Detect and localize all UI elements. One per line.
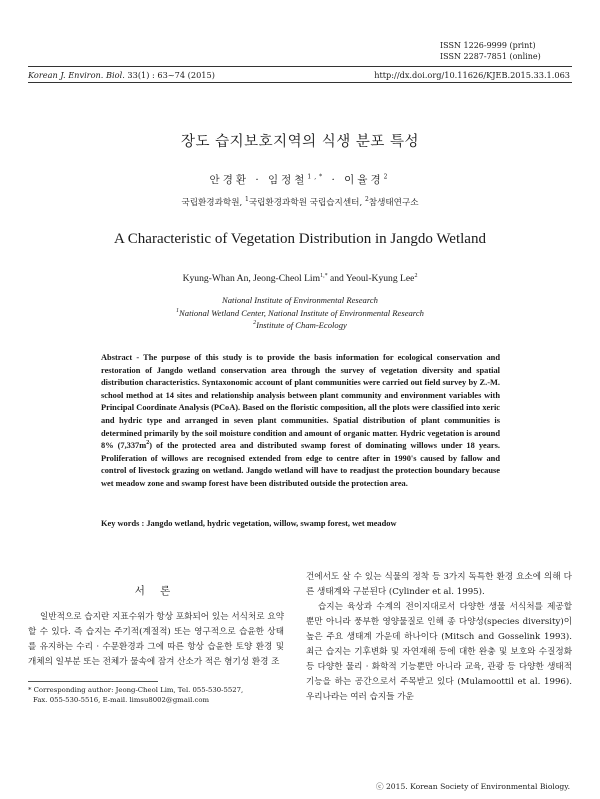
korean-affil-2: 국립환경과학원 국립습지센터, — [248, 198, 365, 208]
copyright: ⓒ 2015. Korean Society of Environmental Biology. — [375, 782, 570, 791]
english-affil-3: Institute of Cham-Ecology — [256, 320, 347, 330]
english-affil-2-line — [0, 307, 600, 320]
english-affiliations — [0, 294, 600, 332]
journal-name: Korean J. Environ. Biol. — [28, 70, 125, 80]
footnote-line-2: Fax. 055-530-5516, E-mail. limsu8002@gmail.com — [33, 695, 210, 704]
header-top-rule — [28, 66, 572, 67]
english-affil-3-sup: 2 — [253, 320, 257, 327]
abstract — [101, 352, 500, 491]
english-affil-2: National Wetland Center, National Institute of Environmental Research — [179, 307, 424, 318]
korean-affil-3: 참생태연구소 — [368, 198, 419, 208]
issn-print: ISSN 1226-9999 (print) — [440, 41, 536, 50]
footnote-line-1: * Corresponding author: Jeong-Cheol Lim, Tel. 055-530-5527, — [28, 686, 244, 694]
korean-affil-1: 국립환경과학원, — [181, 198, 245, 208]
korean-author-sup2: 2 — [383, 173, 391, 181]
english-authors — [0, 273, 600, 284]
issn-block — [440, 40, 550, 62]
english-title: A Characteristic of Vegetation Distribution in Jangdo Wetland — [114, 231, 486, 247]
korean-author-sup: 1,* — [307, 173, 326, 181]
abstract-label: Abstract — [101, 353, 133, 362]
korean-affil-sup-1: 1 — [244, 196, 249, 204]
korean-title: 장도 습지보호지역의 식생 분포 특성 — [180, 134, 420, 150]
english-affil-3-line — [0, 319, 600, 332]
journal-volume: 33(1) : 63~74 (2015) — [124, 70, 215, 80]
korean-author-names: 안경환 · 임정철 — [209, 174, 308, 186]
english-affil-2-sup: 1 — [176, 307, 180, 314]
left-column-paragraph: 일반적으로 습지란 지표수위가 항상 포화되어 있는 서식처로 요약할 수 있다. 즉 습지는 주기적(계절적) 또는 영구적으로 습윤한 상태를 유지하는 수리 · 수문환경과 그에 따른 항상 습윤한 토양 환경 및 개체의 일부분 또는 전체가 물속에 잠겨 산소가 적은 혐기성 환경 조 — [28, 612, 284, 667]
english-affil-1: National Institute of Environmental Research — [222, 295, 378, 305]
footnote — [28, 686, 288, 705]
doi-link[interactable]: http://dx.doi.org/10.11626/KJEB.2015.33.1.063 — [374, 70, 570, 80]
keywords: Key words : Jangdo wetland, hydric vegetation, willow, swamp forest, wet meadow — [101, 519, 397, 528]
left-column — [28, 610, 284, 670]
korean-author-names-rest: · 이율경 — [325, 174, 384, 186]
header-bottom-rule — [28, 82, 572, 83]
english-author-sup2: 2 — [414, 272, 418, 279]
issn-online: ISSN 2287-7851 (online) — [440, 52, 541, 61]
english-author-names-rest: and Yeoul-Kyung Lee — [327, 273, 415, 284]
right-column-paragraph-1: 건에서도 살 수 있는 식물의 정착 등 3가지 독특한 환경 요소에 의해 다른 생태계와 구분된다 (Cylinder et al. 1995). — [306, 572, 572, 597]
footnote-rule — [28, 681, 158, 682]
korean-affil-sup-2: 2 — [364, 196, 369, 204]
journal-citation — [28, 70, 215, 80]
abstract-text-1: - The purpose of this study is to provide the basis information for ecological conservation and restoration of Jangdo wetland conservation area through the survey of vegetation diversity and spatial distribution characteristics. Syntaxonomic account of plant communities were carried out field survey by Z.-M. school method at 14 sites and relationship analysis between plant community and environment variables with Principal Coordinate Analysis (PCoA). Based on the floristic composition, all the plots were classified into xeric and hydric type and arranged in seven plant communities. Spatial distribution of plant communities is determined primarily by the soil moisture condition and amount of organic matter. Hydric vegetation is around 8% (7,337m — [101, 353, 500, 451]
abstract-text-2: ) of the protected area and distributed swamp forest of dominating willows under 18 years. Proliferation of willows are recognised extended from edge to centre after in 1990's caused by fallow and control of livestock grazing on wetland. Jangdo wetland will have to readjust the protection boundary because wet meadow zone and swamp forest have been distributed outside the protection area. — [101, 441, 500, 488]
korean-authors — [0, 172, 600, 187]
right-column-paragraph-2: 습지는 육상과 수계의 전이지대로서 다양한 생물 서식처를 제공할 뿐만 아니라 풍부한 영양물질로 인해 종 다양성(species diversity)이 높은 주요 생태계 가운데 하나이다 (Mitsch and Gosselink 1993). 최근 습지는 기후변화 및 자연재해 등에 대한 완충 및 보호와 수질정화 등 다양한 물리 · 화학적 기능뿐만 아니라 교육, 관광 등 다양한 생태적 기능을 하는 공간으로서 주목받고 있다 (Mulamoottil et al. 1996). 우리나라는 여러 습지들 가운 — [306, 602, 572, 702]
right-column — [306, 570, 572, 705]
korean-affiliations — [0, 196, 600, 208]
abstract-sup: 2 — [146, 440, 150, 447]
english-author-sup: 1,* — [320, 272, 328, 279]
english-author-names: Kyung-Whan An, Jeong-Cheol Lim — [182, 273, 321, 284]
section-heading-introduction: 서 론 — [134, 585, 177, 597]
